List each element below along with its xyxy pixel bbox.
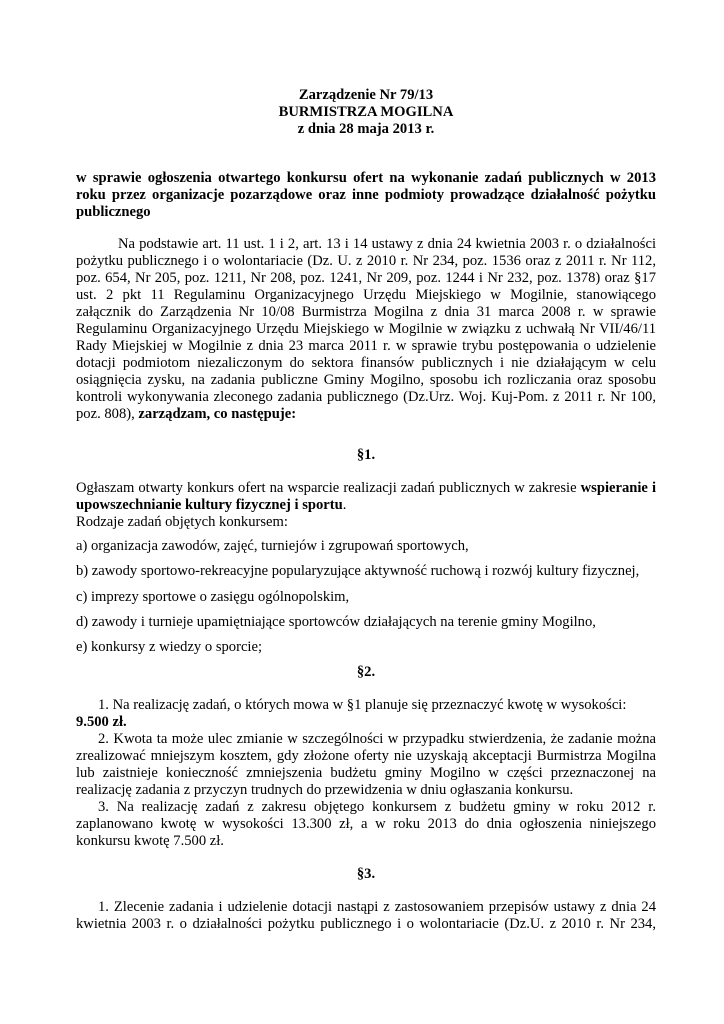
subject-line-3: publicznego — [76, 204, 151, 220]
section-2-point-3-line-2: zaplanowano kwotę w wysokości 13.300 zł, a w roku 2013 do dnia ogłoszenia niniejszego — [76, 816, 656, 832]
task-types-label: Rodzaje zadań objętych konkursem: — [76, 514, 288, 530]
issuer-title: BURMISTRZA MOGILNA — [278, 104, 454, 120]
task-type-item: a) organizacja zawodów, zajęć, turniejów i zgrupowań sportowych, — [76, 538, 469, 554]
planned-amount: 9.500 zł. — [76, 714, 127, 730]
section-1-intro-line-2 — [76, 497, 656, 514]
section-1-scope: upowszechnianie kultury fizycznej i sportu — [76, 497, 343, 513]
order-date: z dnia 28 maja 2013 r. — [297, 121, 435, 137]
section-3-point-1-line-2: kwietnia 2003 r. o działalności pożytku publicznego i o wolontariacie (Dz.U. z 2010 r. Nr 234, — [76, 916, 656, 932]
task-type-item: c) imprezy sportowe o zasięgu ogólnopolskim, — [76, 589, 350, 605]
order-title: Zarządzenie Nr 79/13 — [298, 87, 434, 103]
preamble-citation-end: poz. 808), — [76, 406, 139, 422]
preamble-line-10: kontroli wykonywania zleconego zadania publicznego (Dz.Urz. Woj. Kuj-Pom. z 2011 r. Nr 100, — [76, 389, 656, 405]
section-2-point-2-line-2: zrealizować mniejszym kosztem, gdy złożone oferty nie uzyskają akceptacji Burmistrza Mogilna — [76, 748, 656, 764]
preamble-line-9: osiągnięcia zysku, na zadania publiczne Gminy Mogilno, sposobu ich rozliczania oraz sposobu — [76, 372, 656, 388]
preamble-line-3: poz. 654, Nr 205, poz. 1211, Nr 208, poz. 1241, Nr 209, poz. 1244 i Nr 232, poz. 1378) oraz §17 — [76, 270, 656, 286]
preamble-line-8: dotacji podmiotom niezaliczonym do sektora finansów publicznych i nie działającym w celu — [76, 355, 656, 371]
ordering-clause: zarządzam, co następuje: — [138, 406, 297, 422]
section-1-scope-start: wspieranie i — [580, 480, 656, 496]
section-2-point-3-line-3: konkursu kwotę 7.500 zł. — [76, 833, 224, 849]
preamble-line-7: Rady Miejskiej w Mogilnie z dnia 23 marca 2011 r. w sprawie trybu postępowania o udzielenie — [76, 338, 656, 354]
section-1-heading: §1. — [356, 447, 376, 463]
section-2-point-1: 1. Na realizację zadań, o których mowa w §1 planuje się przeznaczyć kwotę w wysokości: — [98, 697, 627, 713]
section-1-intro-text: Ogłaszam otwarty konkurs ofert na wsparcie realizacji zadań publicznych w zakresie — [76, 480, 581, 496]
subject-line-1: w sprawie ogłoszenia otwartego konkursu ofert na wykonanie zadań publicznych w 2013 — [76, 170, 656, 186]
task-type-item: d) zawody i turnieje upamiętniające sportowców działających na terenie gminy Mogilno, — [76, 614, 596, 630]
section-2-heading: §2. — [356, 664, 376, 680]
subject-line-2: roku przez organizacje pozarządowe oraz inne podmioty prowadzące działalność pożytku — [76, 187, 656, 203]
section-2-point-3-line-1: 3. Na realizację zadań z zakresu objętego konkursem z budżetu gminy w roku 2012 r. — [98, 799, 656, 815]
section-2-point-2-line-3: lub zaistnieje konieczność zmniejszenia budżetu gminy Mogilno w części przeznaczonej na — [76, 765, 656, 781]
preamble-line-4: ust. 2 pkt 11 Regulaminu Organizacyjnego Urzędu Miejskiego w Mogilnie, stanowiącego — [76, 287, 656, 303]
preamble-line-11 — [76, 406, 656, 423]
preamble-line-1: Na podstawie art. 11 ust. 1 i 2, art. 13 i 14 ustawy z dnia 24 kwietnia 2003 r. o działalności — [118, 236, 656, 252]
task-type-item: b) zawody sportowo-rekreacyjne popularyzujące aktywność ruchową i rozwój kultury fizycznej, — [76, 563, 640, 579]
section-1-intro-line-1 — [76, 480, 656, 497]
section-3-point-1-line-1: 1. Zlecenie zadania i udzielenie dotacji nastąpi z zastosowaniem przepisów ustawy z dnia 24 — [98, 899, 656, 915]
section-2-point-2-line-4: realizację zadania z przyczyn trudnych do przewidzenia w dniu ogłaszania konkursu. — [76, 782, 574, 798]
section-1-intro-end: . — [342, 497, 347, 513]
section-2-point-2-line-1: 2. Kwota ta może ulec zmianie w szczególności w przypadku stwierdzenia, że zadanie można — [98, 731, 656, 747]
task-type-item: e) konkursy z wiedzy o sporcie; — [76, 639, 263, 655]
preamble-line-5: załącznik do Zarządzenia Nr 10/08 Burmistrza Mogilna z dnia 31 marca 2008 r. w sprawie — [76, 304, 656, 320]
preamble-line-6: Regulaminu Organizacyjnego Urzędu Miejskiego w Mogilnie w związku z uchwałą Nr VII/46/11 — [76, 321, 656, 337]
preamble-line-2: pożytku publicznego i o wolontariacie (Dz. U. z 2010 r. Nr 234, poz. 1536 oraz z 2011 r. Nr 112, — [76, 253, 656, 269]
section-3-heading: §3. — [356, 866, 376, 882]
